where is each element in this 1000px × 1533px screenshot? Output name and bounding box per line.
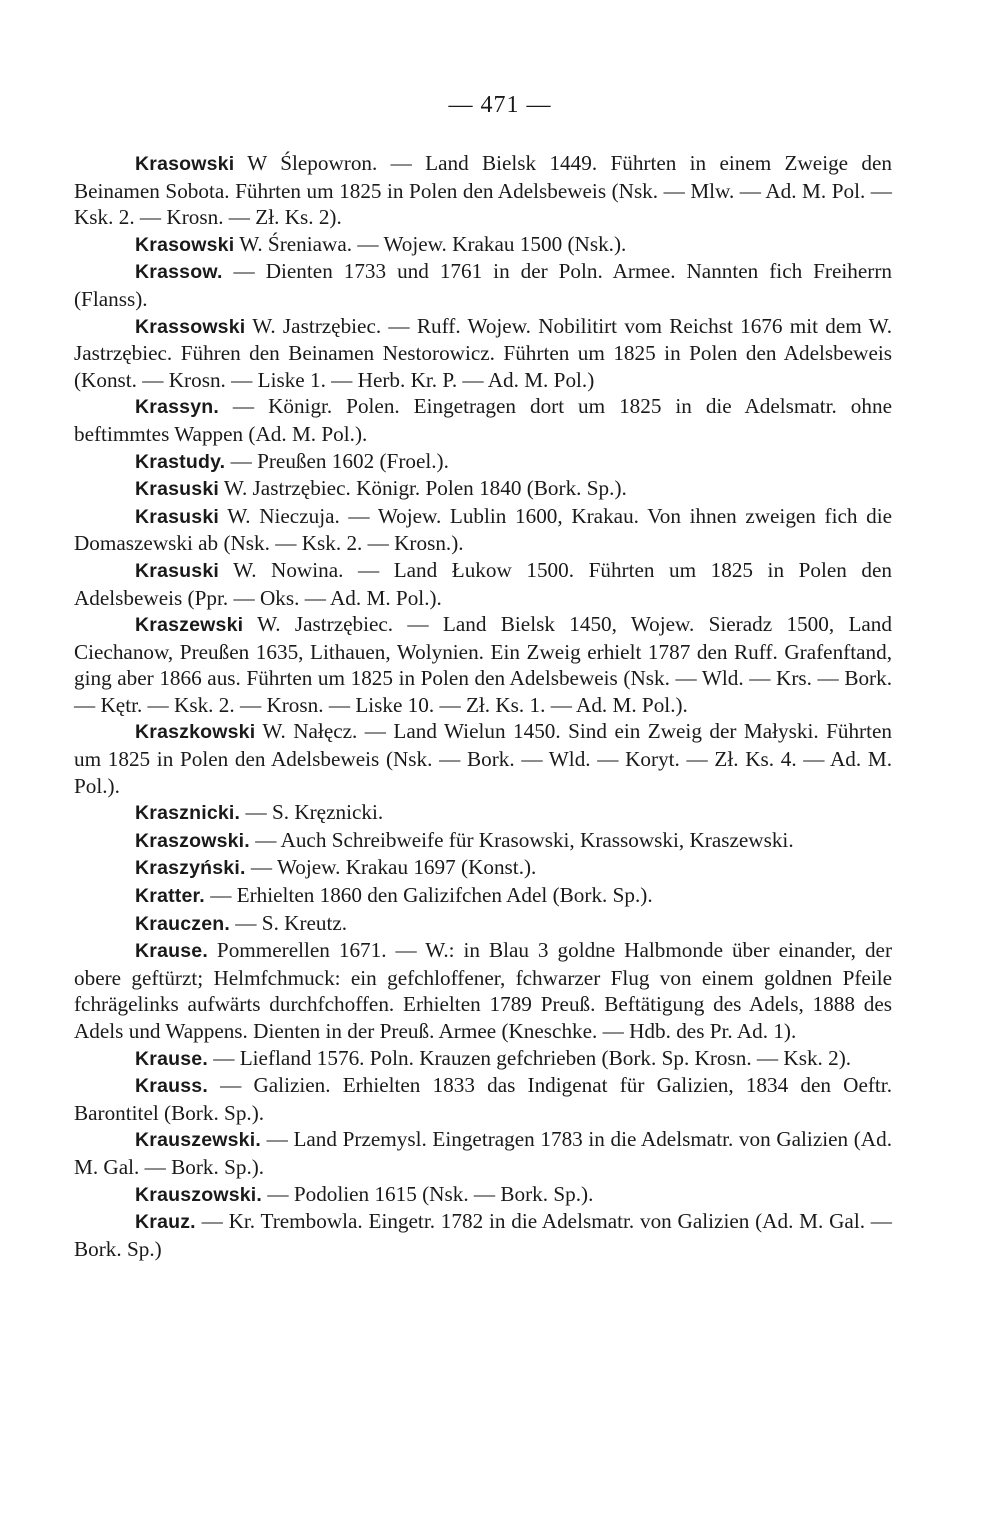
entry-text: W Ślepowron. — Land Bielsk 1449. Führten in einem Zweige den Beinamen Sobota. Führten um 1825 in Polen den Adelsbeweis (Nsk. — Mlw. — Ad. M. Pol. — Ksk. 2. — Krosn. — Zł. Ks. 2). (74, 151, 892, 230)
entry-name: Krauszowski. (135, 1183, 263, 1206)
entry-name: Kraszewski (135, 614, 244, 637)
entry-text: — Auch Schreibweife für Krasowski, Krassowski, Kraszewski. (249, 827, 794, 852)
entry-name: Kraszyński. (135, 857, 246, 880)
entry-text: — Land Przemysl. Eingetragen 1783 in die Adelsmatr. von Galizien (Ad. M. Gal. — Bork. Sp.). (74, 1127, 892, 1179)
entry (74, 718, 892, 799)
entry-text: — S. Kreutz. (230, 910, 348, 935)
entry (74, 827, 892, 855)
entry (74, 611, 892, 718)
entry-name: Kraszowski. (135, 829, 250, 852)
entry-name: Krasznicki. (135, 802, 241, 825)
entry (74, 1181, 892, 1209)
entry-name: Kratter. (135, 885, 205, 908)
entry-name: Krasuski (135, 505, 219, 528)
entry (74, 937, 892, 1044)
entry-text: Pommerellen 1671. — W.: in Blau 3 goldne Halbmonde über einander, der obere geftürzt; Helmfchmuck: ein gefchloffener, fchwarzer Flug von einem goldnen Pfeile fchrägelinks aufwärts durchfchoffen. Erhielten 1789 Preuß. Beftätigung des Adels, 1888 des Adels und Wappens. Dienten in der Preuß. Armee (Kneschke. — Hdb. des Pr. Ad. 1). (74, 938, 892, 1043)
entry-text: — Königr. Polen. Eingetragen dort um 1825 in die Adelsmatr. ohne beftimmtes Wappen (Ad. M. Pol.). (74, 394, 892, 446)
entry-text: W. Nałęcz. — Land Wielun 1450. Sind ein Zweig der Małyski. Führten um 1825 in Polen den Adelsbeweis (Nsk. — Bork. — Wld. — Koryt. — Zł. Ks. 4. — Ad. M. Pol.). (74, 719, 892, 798)
entry-name: Krauczen. (135, 912, 230, 935)
entry-text: W. Jastrzębiec. — Land Bielsk 1450, Wojew. Sieradz 1500, Land Ciechanow, Preußen 1635, Lithauen, Wolynien. Ein Zweig erhielt 1787 den Ruff. Grafenftand, ging aber 1866 aus. Führten um 1825 in Polen den Adelsbeweis (Nsk. — Wld. — Krs. — Bork. — Kętr. — Ksk. 2. — Krosn. — Liske 10. — Zł. Ks. 1. — Ad. M. Pol.). (74, 612, 892, 717)
entry (74, 1126, 892, 1180)
entry-text: — Dienten 1733 und 1761 in der Poln. Armee. Nannten fich Freiherrn (Flanss). (74, 259, 892, 311)
entry (74, 1072, 892, 1126)
entry (74, 1208, 892, 1262)
entry (74, 882, 892, 910)
entry-name: Krasowski (135, 153, 235, 175)
entry (74, 503, 892, 557)
entry-name: Krasowski (135, 233, 235, 256)
entry-name: Krasuski (135, 478, 219, 501)
entry-text: — S. Kręznicki. (240, 800, 384, 825)
entry (74, 393, 892, 447)
entry-name: Krause. (135, 940, 208, 963)
entry-text: W. Śreniawa. — Wojew. Krakau 1500 (Nsk.). (234, 231, 627, 256)
entry (74, 258, 892, 312)
entry-text: W. Nowina. — Land Łukow 1500. Führten um 1825 in Polen den Adelsbeweis (Ppr. — Oks. — Ad. M. Pol.). (74, 557, 892, 610)
entry-text: W. Nieczuja. — Wojew. Lublin 1600, Krakau. Von ihnen zweigen fich die Domaszewski ab (Nsk. — Ksk. 2. — Krosn.). (74, 503, 892, 556)
page-number: — 471 — (448, 92, 552, 118)
entry (74, 854, 892, 882)
entry-list (74, 150, 892, 1262)
entry (74, 448, 892, 476)
entry (74, 1045, 892, 1073)
entry-text: W. Jastrzębiec. — Ruff. Wojew. Nobilitirt vom Reichst 1676 mit dem W. Jastrzębiec. Führen den Beinamen Nestorowicz. Führten um 1825 in Polen den Adelsbeweis (Konst. — Krosn. — Liske 1. — Herb. Kr. P. — Ad. M. Pol.) (74, 313, 892, 392)
entry-name: Krauszewski. (135, 1129, 261, 1152)
entry-text: — Preußen 1602 (Froel.). (225, 448, 449, 473)
entry-name: Krasuski (135, 559, 219, 582)
entry-name: Krauss. (135, 1075, 208, 1098)
entry (74, 557, 892, 611)
entry (74, 910, 892, 938)
entry-name: Krauz. (135, 1211, 196, 1234)
entry-text: — Podolien 1615 (Nsk. — Bork. Sp.). (262, 1181, 594, 1206)
entry-text: — Kr. Trembowla. Eingetr. 1782 in die Adelsmatr. von Galizien (Ad. M. Gal. — Bork. Sp.) (74, 1209, 892, 1261)
entry-name: Krassyn. (135, 396, 219, 419)
entry (74, 799, 892, 827)
entry-name: Krastudy. (135, 450, 226, 473)
entry-name: Krause. (135, 1047, 208, 1070)
entry-name: Krassowski (135, 315, 246, 338)
entry (74, 313, 892, 394)
entry-text: — Wojew. Krakau 1697 (Konst.). (245, 855, 537, 880)
entry-name: Krassow. (135, 261, 223, 284)
entry-text: — Liefland 1576. Poln. Krauzen gefchrieben (Bork. Sp. Krosn. — Ksk. 2). (207, 1045, 852, 1070)
entry-text: W. Jastrzębiec. Königr. Polen 1840 (Bork. Sp.). (218, 476, 627, 501)
entry-name: Kraszkowski (135, 721, 256, 744)
entry-text: — Erhielten 1860 den Galizifchen Adel (Bork. Sp.). (204, 883, 653, 908)
entry-text: — Galizien. Erhielten 1833 das Indigenat für Galizien, 1834 den Oeftr. Barontitel (Bork. Sp.). (74, 1073, 892, 1125)
entry (74, 475, 892, 503)
entry (74, 231, 892, 259)
entry (74, 150, 892, 231)
